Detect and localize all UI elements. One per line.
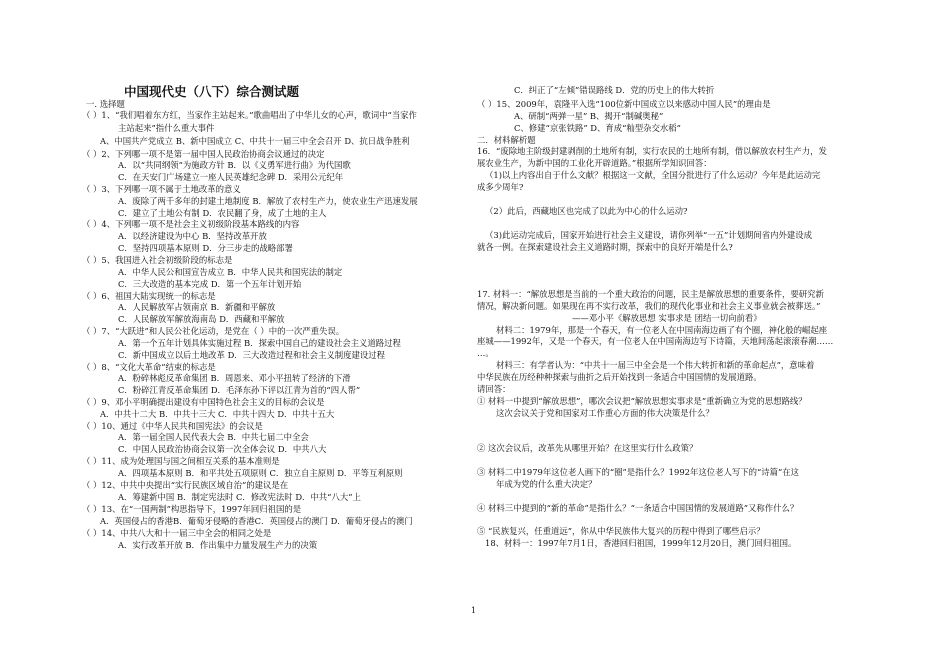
question-4: （ ）4、下列哪一项不是社会主义初级阶段基本路线的内容 <box>82 219 300 229</box>
question-16-part-1-cont: 成多少周年? <box>477 182 524 192</box>
question-13-options: A．英国侵占的香港B．葡萄牙侵略的香港C．英国侵占的澳门 D．葡萄牙侵占的澳门 <box>100 516 413 526</box>
question-14-options-cont: C．纠正了“左倾”错误路线 D．党的历史上的伟大转折 <box>514 85 715 95</box>
question-13: （ ）13、在“一国两制”构思指导下，1997年回归祖国的是 <box>82 504 302 514</box>
question-3-options-1: A．废除了两千多年的封建土地制度 B．解放了农村生产力，使农业生产迅速发展 <box>118 196 418 206</box>
question-17-material-2-cont: 座城——1992年，又是一个春天，有一位老人在中国南海边写下诗篇，天地间荡起滚滚春潮…… <box>477 336 834 346</box>
question-17-material-1-cont: 情况，解决新问题。如果现在再不实行改革，我们的现代化事业和社会主义事业就会被葬送。” <box>477 301 821 311</box>
question-17-item-5: ⑤ “民族复兴，任重道远”，你从中华民族伟大复兴的历程中得到了哪些启示？ <box>477 526 765 536</box>
question-7-options-1: A．第一个五年计划具体实施过程 B．探索中国自己的建设社会主义道路过程 <box>118 338 401 348</box>
question-2: （ ）2、下列哪一项不是第一届中国人民政治协商会议通过的决定 <box>82 149 325 159</box>
question-17-material-2: 材料二：1979年，那是一个春天，有一位老人在中国南海边画了有个圈，神化般的崛起座 <box>496 325 828 335</box>
question-9: （ ）9、邓小平明确提出建设有中国特色社会主义的目标的会议是 <box>82 397 325 407</box>
question-17-item-4: ④ 材料三中提到的“新的革命”是指什么？“一条适合中国国情的发展道路”又称作什么？ <box>477 503 799 513</box>
question-7: （ ）7、“大跃进”和人民公社化运动，是党在（ ）中的一次严重失误。 <box>82 326 345 336</box>
question-14: （ ）14、中共八大和十一届三中全会的相同之处是 <box>82 528 272 538</box>
question-12-options: A．筹建新中国 B．制定宪法时 C．修改宪法时 D．中共“八大”上 <box>118 492 361 502</box>
question-16-part-3-cont: 就各一例。在探索建设社会主义道路时期，探索中的良好开端是什么? <box>477 242 733 252</box>
question-8-options-2: C．粉碎江青反革命集团 D．毛泽东孙下评以江青为首的“四人帮” <box>118 385 361 395</box>
question-4-options-1: A．以经济建设为中心 B．坚持改革开放 <box>118 231 267 241</box>
question-10-options-1: A．第一届全国人民代表大会 B．中共七届二中全会 <box>118 432 309 442</box>
question-7-options-2: C．新中国成立以后土地改革 D．三大改造过程和社会主义制度建设过程 <box>118 350 386 360</box>
question-18-material-1: 18、材料一：1997年7月1日，香港回归祖国，1999年12月20日，澳门回归祖国。 <box>485 538 797 548</box>
question-17-item-1-cont: 这次会议关于党和国家对工作重心方面的伟大决策是什么？ <box>496 408 714 418</box>
question-15-options-1: A、研制“两弹一星” B、揭开“制碱奥秘” <box>514 111 664 121</box>
question-17-item-3-cont: 年成为党的什么重大决定？ <box>496 479 597 489</box>
question-9-options: A．中共十二大 B．中共十三大 C．中共十四大 D．中共十五大 <box>100 409 335 419</box>
question-11-options: A．四项基本原则 B．和平共处五项原则 C．独立自主原则 D．平等互利原则 <box>118 468 403 478</box>
exam-title: 中国现代史（八下）综合测试题 <box>124 84 300 99</box>
question-14-options: A．实行改革开放 B．作出集中力量发展生产力的决策 <box>118 540 318 550</box>
question-5-options-2: C．三大改造的基本完成 D．第一个五年计划开始 <box>118 279 302 289</box>
section-heading-2: 二．材料解析题 <box>477 135 536 145</box>
question-6-options-2: C．人民解放军解放海南岛 D．西藏和平解放 <box>118 314 285 324</box>
question-12: （ ）12、中共中央提出“实行民族区域自治”的建议是在 <box>82 480 289 490</box>
question-16-part-2: （2）此后，西藏地区也完成了以此为中心的什么运动? <box>485 206 688 216</box>
question-5-options-1: A．中华人民公和国宣告成立 B．中华人民共和国宪法的制定 <box>118 267 343 277</box>
question-16-cont: 展农业生产，为新中国的工业化开辟道路。”根据所学知识回答： <box>477 158 712 168</box>
question-1-cont: 主站起来”指什么重大事件 <box>118 123 215 133</box>
question-2-options-2: C．在天安门广场建立一座人民英雄纪念碑 D．采用公元纪年 <box>118 172 344 182</box>
question-17-material-3: 材料三：有学者认为：“中共十一届三中全会是一个伟大转折和新的革命起点”，意味着 <box>496 360 815 370</box>
question-17-material-3-cont: 中华民族在历经种种探索与曲折之后开始找到一条适合中国国情的发展道路。 <box>477 372 762 382</box>
question-6-options-1: A．人民解放军占领南京 B．新疆和平解放 <box>118 302 276 312</box>
question-17-item-1: ① 材料一中提到“解放思想”，哪次会议把“解放思想实事求是”重新确立为党的思想路线？ <box>477 396 807 406</box>
question-17-material-1: 17. 材料一：“解放思想是当前的一个重大政治的问题，民主是解放思想的重要条件，要研究新 <box>477 289 824 299</box>
question-10-options-2: C．中国人民政治协商会议第一次全体会议 D．中共八大 <box>118 444 327 454</box>
question-5: （ ）5、我国进入社会初级阶段的标志是 <box>82 255 233 265</box>
question-16: 16．“废除地主阶级封建剥削的土地所有制，实行农民的土地所有制，借以解放农村生产力，发 <box>477 146 827 156</box>
section-heading: 一. 选择题 <box>86 99 125 109</box>
question-8-options-1: A．粉碎林彪反革命集团 B．周恩来、邓小平扭转了经济的下滑 <box>118 373 351 383</box>
question-17-item-3: ③ 材料二中1979年这位老人画下的“圈”是指什么？1992年这位老人写下的“诗篇”在这 <box>477 467 800 477</box>
question-2-options-1: A．以“共同纲领”为施政方针 B．以《义勇军进行曲》为代国歌 <box>118 160 351 170</box>
question-16-part-1: （1)以上内容出自于什么文献？根据这一文献，全国分批进行了什么运动？今年是此运动完 <box>485 170 821 180</box>
question-4-options-2: C．坚持四项基本原则 D．分三步走的战略部署 <box>118 243 293 253</box>
question-1-options: A、中国共产党成立 B、新中国成立 C、中共十一届三中全会召开 D、抗日战争胜利 <box>100 136 410 146</box>
question-15: （ ）15、2009年，袁隆平入选“100位新中国成立以来感动中国人民”的理由是 <box>477 99 771 109</box>
question-17-material-2-end: …。 <box>477 348 494 358</box>
question-17-quote-source: ——邓小平《解放思想 实事求是 团结一切向前看》 <box>572 313 762 323</box>
question-3-options-2: C．建立了土地公有制 D．农民翻了身，成了土地的主人 <box>118 208 327 218</box>
question-3: （ ）3、下列哪一项不属于土地改革的意义 <box>82 184 241 194</box>
question-15-options-2: C、修建“京张铁路” D、育成“籼型杂交水稻” <box>514 123 681 133</box>
question-8: （ ）8、“文化大革命”结束的标志是 <box>82 362 216 372</box>
question-17-item-2: ② 这次会议后，改革先从哪里开始？在这里实行什么政策？ <box>477 443 698 453</box>
page-number: 1 <box>471 606 477 615</box>
question-10: （ ）10、通过《中华人民共和国宪法》的会议是 <box>82 421 263 431</box>
question-11: （ ）11、成为处理国与国之间相互关系的基本准则是 <box>82 456 280 466</box>
question-17-prompt: 请回答： <box>477 384 511 394</box>
question-6: （ ）6、祖国大陆实现统一的标志是 <box>82 291 216 301</box>
question-1: （ ）1、“我们唱着东方红，当家作主站起来。”歌曲唱出了中华儿女的心声，歌词中“当家作 <box>82 110 417 120</box>
question-16-part-3: （3)此运动完成后，国家开始进行社会主义建设，请你列举“一五”计划期间省内外建设成 <box>485 230 813 240</box>
